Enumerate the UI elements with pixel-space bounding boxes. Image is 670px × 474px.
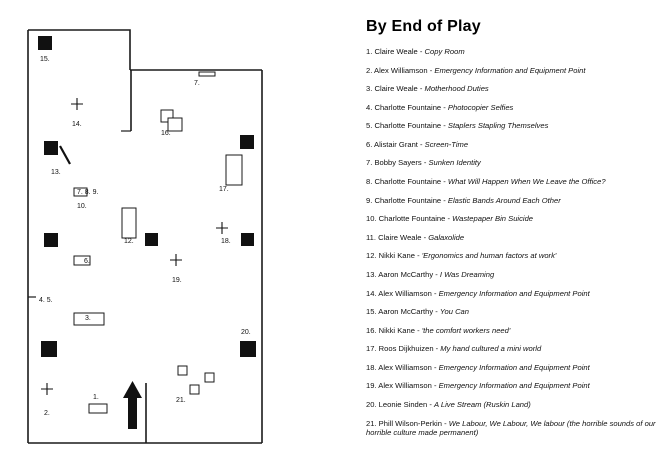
entry-number: 9. — [366, 195, 373, 205]
object-17 — [226, 155, 242, 185]
plan-label-2: 2. — [44, 410, 50, 417]
entry-artist: Nikki Kane — [376, 251, 415, 261]
plan-label-21: 21. — [176, 397, 186, 404]
entry-title: Galaxolide — [428, 232, 465, 242]
entry-separator: - — [431, 288, 439, 298]
entry-separator: - — [431, 362, 439, 372]
entry-title: Copy Room — [424, 47, 465, 56]
entry-artist: Leonie Sinden — [376, 399, 428, 409]
entry-title: You Can — [439, 307, 470, 317]
entry-title: Staplers Stapling Themselves — [447, 121, 549, 131]
entry-separator: - — [441, 418, 449, 428]
list-item — [366, 307, 666, 316]
entry-title: 'the comfort workers need' — [421, 325, 511, 335]
entry-number: 7. — [366, 158, 373, 168]
plan-partitions — [28, 131, 131, 297]
column-left-mid — [44, 233, 58, 247]
cross-2 — [41, 383, 53, 395]
entry-title: Emergency Information and Equipment Point — [438, 362, 590, 372]
entry-title: Screen-Time — [424, 139, 469, 149]
entry-separator: - — [427, 399, 434, 409]
list-item — [366, 419, 666, 438]
list-item — [366, 158, 666, 167]
list-item — [366, 233, 666, 242]
entry-separator: - — [421, 158, 429, 168]
entry-artist: Alistair Grant — [372, 139, 418, 149]
cross-19 — [170, 254, 182, 266]
plan-label-4-5: 4. 5. — [39, 297, 53, 304]
list-item — [366, 121, 666, 130]
list-item — [366, 251, 666, 260]
entry-artist: Claire Weale — [376, 232, 422, 242]
entry-title: Elastic Bands Around Each Other — [447, 195, 561, 205]
plan-columns — [38, 36, 256, 357]
plan-label-3: 3. — [85, 315, 91, 322]
list-item — [366, 381, 666, 390]
entry-separator: - — [427, 65, 435, 75]
entry-number: 1. — [366, 47, 373, 56]
entry-artist: Nikki Kane — [376, 325, 415, 335]
entry-number: 5. — [366, 121, 373, 131]
object-1 — [89, 404, 107, 413]
cross-14 — [71, 98, 83, 110]
entry-separator: - — [414, 251, 422, 261]
list-item — [366, 326, 666, 335]
plan-label-7-8-9: 7. 8. 9. — [77, 189, 99, 196]
plan-label-1: 1. — [93, 394, 99, 401]
entry-separator: - — [441, 195, 448, 205]
plan-crosses — [41, 98, 228, 395]
entry-number: 16. — [366, 325, 377, 335]
entry-title: I Was Dreaming — [439, 269, 495, 279]
entry-title: Sunken Identity — [428, 158, 481, 168]
entry-separator: - — [417, 139, 425, 149]
plan-label-17: 17. — [219, 186, 229, 193]
entry-separator: - — [417, 47, 425, 56]
page-title: By End of Play — [366, 18, 481, 35]
entry-title: 'Ergonomics and human factors at work' — [421, 251, 557, 261]
entry-artist: Alex Williamson — [376, 381, 432, 391]
plan-label-19: 19. — [172, 277, 182, 284]
plan-label-10: 10. — [77, 203, 87, 210]
entry-separator: - — [433, 269, 440, 279]
column-center — [145, 233, 158, 246]
entry-artist: Bobby Sayers — [372, 158, 422, 168]
entry-artist: Alex Williamson — [376, 288, 432, 298]
entry-artist: Alex Williamson — [372, 65, 428, 75]
entry-number: 10. — [366, 214, 377, 224]
entry-number: 6. — [366, 139, 373, 149]
list-item — [366, 66, 666, 75]
entry-artist: Roos Dijkhuizen — [376, 344, 434, 354]
list-item — [366, 289, 666, 298]
entry-artist: Aaron McCarthy — [376, 307, 434, 317]
object-21b — [205, 373, 214, 382]
entry-number: 15. — [366, 307, 377, 317]
entry-artist: Phill Wilson-Perkin — [376, 418, 442, 428]
list-item — [366, 363, 666, 372]
plan-label-7-top: 7. — [194, 80, 200, 87]
entry-separator: - — [445, 214, 453, 224]
entry-number: 14. — [366, 288, 377, 298]
plan-label-6: 6. — [84, 258, 90, 265]
entry-artist: Claire Weale — [372, 47, 418, 56]
entry-number: 12. — [366, 251, 377, 261]
entry-number: 8. — [366, 177, 373, 187]
entry-title: A Live Stream (Ruskin Land) — [433, 399, 531, 409]
entry-separator: - — [417, 84, 425, 94]
entry-title: Photocopier Selfies — [447, 102, 514, 112]
plan-label-14: 14. — [72, 121, 82, 128]
entry-artist: Aaron McCarthy — [376, 269, 434, 279]
plan-label-12: 12. — [124, 238, 134, 245]
entry-separator: - — [441, 177, 448, 187]
plan-label-18: 18. — [221, 238, 231, 245]
entry-number: 4. — [366, 102, 373, 112]
object-7-top — [199, 72, 215, 76]
list-item — [366, 103, 666, 112]
entry-separator: - — [414, 325, 422, 335]
cross-18 — [216, 222, 228, 234]
list-item — [366, 196, 666, 205]
list-item — [366, 400, 666, 409]
entry-separator: - — [433, 344, 441, 354]
column-left-upper — [44, 141, 58, 155]
object-13-diagonal — [60, 146, 70, 164]
plan-label-13: 13. — [51, 169, 61, 176]
plan-label-16: 16. — [161, 130, 171, 137]
object-21a — [178, 366, 187, 375]
entry-number: 11. — [366, 232, 376, 242]
column-right-lower — [240, 341, 256, 357]
entry-artist: Charlotte Fountaine — [376, 214, 446, 224]
column-left-lower — [41, 341, 57, 357]
list-item — [366, 47, 666, 56]
list-item — [366, 270, 666, 279]
entry-artist: Alex Williamson — [376, 362, 432, 372]
entry-number: 19. — [366, 381, 377, 391]
list-item — [366, 84, 666, 93]
entry-artist: Charlotte Fountaine — [372, 177, 442, 187]
entry-artist: Charlotte Fountaine — [372, 195, 442, 205]
entry-title: Wastepaper Bin Suicide — [452, 214, 534, 224]
column-right-upper — [240, 135, 254, 149]
exhibition-entry-list — [366, 47, 666, 438]
exhibition-list-panel — [366, 0, 666, 474]
entry-separator: - — [441, 102, 448, 112]
entry-number: 20. — [366, 399, 377, 409]
entrance-arrow — [123, 381, 142, 429]
entry-title: Emergency Information and Equipment Point — [438, 381, 590, 391]
entry-title: Emergency Information and Equipment Point — [438, 288, 590, 298]
entry-title: What Will Happen When We Leave the Office? — [447, 177, 606, 187]
entry-separator: - — [441, 121, 448, 131]
entry-separator: - — [433, 307, 440, 317]
list-item — [366, 214, 666, 223]
list-item — [366, 344, 666, 353]
entry-number: 3. — [366, 84, 373, 94]
list-item — [366, 140, 666, 149]
entry-separator: - — [421, 232, 429, 242]
entry-number: 2. — [366, 65, 373, 75]
entry-number: 18. — [366, 362, 377, 372]
entry-number: 21. — [366, 418, 377, 428]
column-top-left — [38, 36, 52, 50]
plan-label-15: 15. — [40, 56, 50, 63]
entry-artist: Claire Weale — [372, 84, 418, 94]
entry-title: Emergency Information and Equipment Point — [434, 65, 586, 75]
object-12 — [122, 208, 136, 238]
object-21c — [190, 385, 199, 394]
entry-title: My hand cultured a mini world — [440, 344, 542, 354]
entry-separator: - — [431, 381, 439, 391]
entry-title: Motherhood Duties — [424, 84, 489, 94]
column-right-mid — [241, 233, 254, 246]
plan-label-20: 20. — [241, 329, 251, 336]
entry-number: 17. — [366, 344, 377, 354]
entry-number: 13. — [366, 269, 377, 279]
list-item — [366, 177, 666, 186]
entry-title: We Labour, We Labour, We labour (the horrible sounds of our horrible culture made permanent) — [366, 418, 656, 438]
entry-artist: Charlotte Fountaine — [372, 102, 442, 112]
entry-artist: Charlotte Fountaine — [372, 121, 442, 131]
